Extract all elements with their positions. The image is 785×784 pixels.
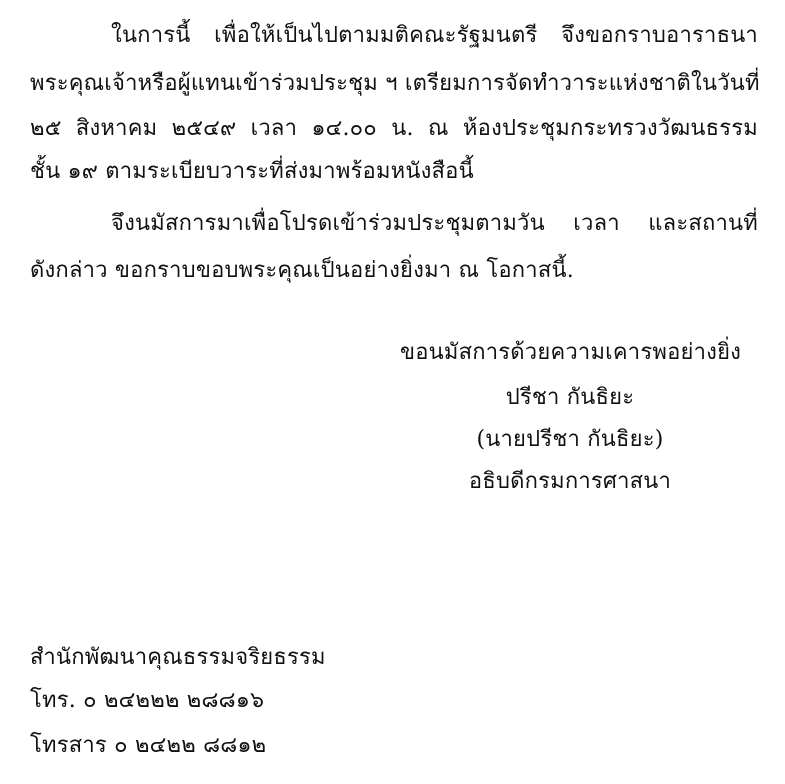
footer-office: สำนักพัฒนาคุณธรรมจริยธรรม xyxy=(30,645,326,670)
signature-name: ปรีชา กันธิยะ xyxy=(505,385,635,410)
footer-phone: โทร. ๐ ๒๔๒๒๒ ๒๘๘๑๖ xyxy=(30,688,265,713)
signature-position: อธิบดีกรมการศาสนา xyxy=(468,469,672,494)
body-paragraph-1-line-3: ๒๕ สิงหาคม ๒๕๔๙ เวลา ๑๔.๐๐ น. ณ ห้องประชุมกระทรวงวัฒนธรรม xyxy=(30,116,758,141)
body-paragraph-2-line-2: ดังกล่าว ขอกราบขอบพระคุณเป็นอย่างยิ่งมา ณ โอกาสนี้. xyxy=(30,258,574,283)
signature-name-parenthetical: (นายปรีชา กันธิยะ) xyxy=(476,427,664,452)
body-paragraph-1-line-2: พระคุณเจ้าหรือผู้แทนเข้าร่วมประชุม ฯ เตรียมการจัดทำวาระแห่งชาติในวันที่ xyxy=(30,71,760,96)
footer-fax: โทรสาร ๐ ๒๔๒๒ ๘๘๑๒ xyxy=(30,733,267,758)
body-paragraph-1-line-4: ชั้น ๑๙ ตามระเบียบวาระที่ส่งมาพร้อมหนังสือนี้ xyxy=(30,159,474,184)
signature-closing: ขอนมัสการด้วยความเคารพอย่างยิ่ง xyxy=(400,340,742,365)
body-paragraph-2-line-1: จึงนมัสการมาเพื่อโปรดเข้าร่วมประชุมตามวัน เวลา และสถานที่ xyxy=(111,211,758,236)
body-paragraph-1-line-1: ในการนี้ เพื่อให้เป็นไปตามมติคณะรัฐมนตรี จึงขอกราบอาราธนา xyxy=(111,23,758,48)
